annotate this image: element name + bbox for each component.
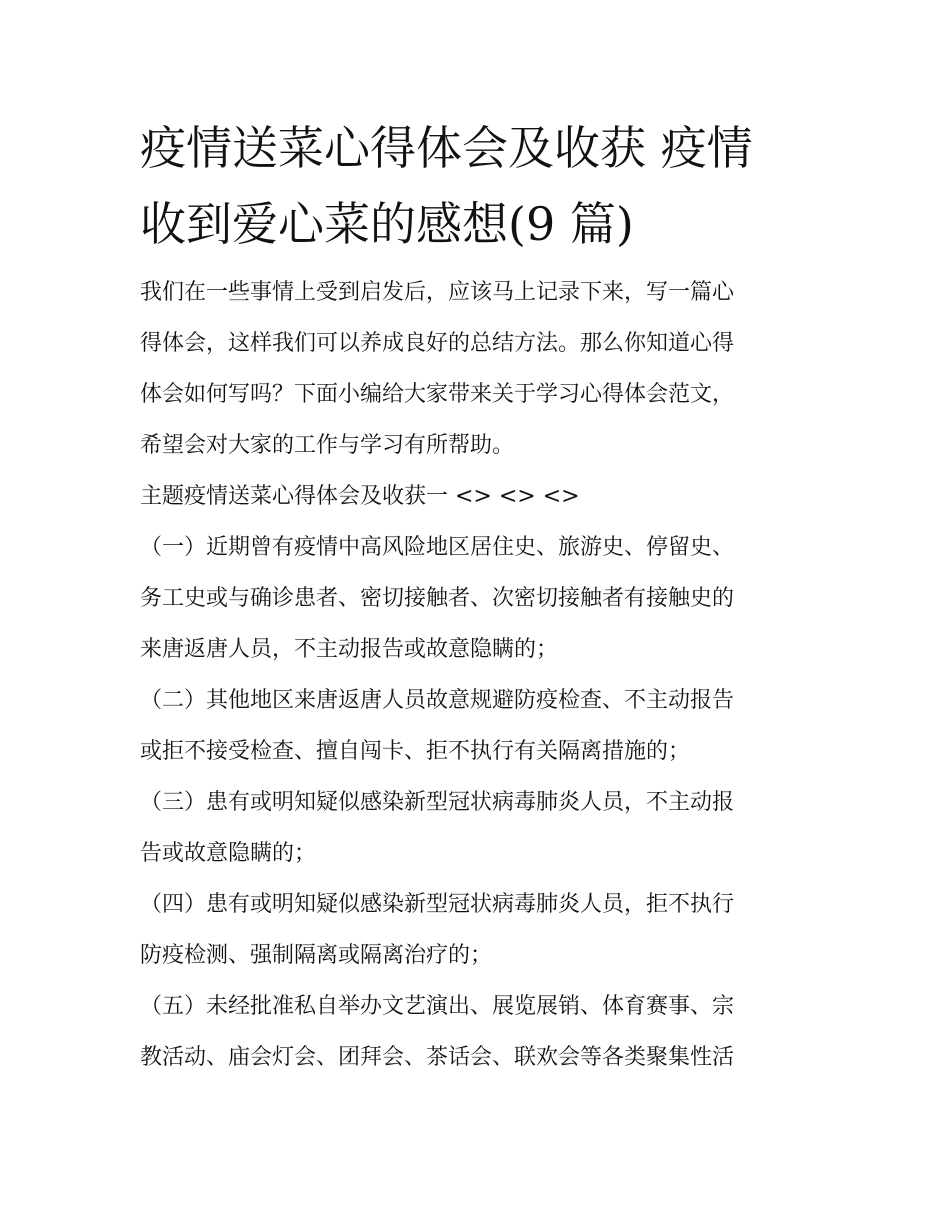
item-2-line-1: （二）其他地区来唐返唐人员故意规避防疫检查、不主动报告 [140,688,735,713]
item-3-line-1: （三）患有或明知疑似感染新型冠状病毒肺炎人员，不主动报 [140,790,735,815]
intro-line-4: 希望会对大家的工作与学习有所帮助。 [140,433,515,458]
intro-line-1: 我们在一些事情上受到启发后，应该马上记录下来，写一篇心 [140,280,735,305]
intro-line-3: 体会如何写吗？下面小编给大家带来关于学习心得体会范文， [140,382,735,407]
item-1-line-3: 来唐返唐人员，不主动报告或故意隐瞒的； [140,637,559,662]
item-5-line-2: 教活动、庙会灯会、团拜会、茶话会、联欢会等各类聚集性活 [140,1045,735,1070]
document-title [140,110,815,262]
item-5-line-1: （五）未经批准私自举办文艺演出、展览展销、体育赛事、宗 [140,994,735,1019]
title-line-2: 收到爱心菜的感想(9 篇) [140,197,634,251]
item-4-line-2: 防疫检测、强制隔离或隔离治疗的； [140,943,493,968]
item-4-line-1: （四）患有或明知疑似感染新型冠状病毒肺炎人员，拒不执行 [140,892,735,917]
intro-line-2: 得体会，这样我们可以养成良好的总结方法。那么你知道心得 [140,331,735,356]
item-1-line-2: 务工史或与确诊患者、密切接触者、次密切接触者有接触史的 [140,586,735,611]
item-2-line-2: 或拒不接受检查、擅自闯卡、拒不执行有关隔离措施的； [140,739,691,764]
document-page [140,110,815,1083]
item-1-line-1: （一）近期曾有疫情中高风险地区居住史、旅游史、停留史、 [140,535,735,560]
document-body [140,267,815,1083]
title-line-1: 疫情送菜心得体会及收获 疫情 [140,121,753,175]
item-3-line-2: 告或故意隐瞒的； [140,841,317,866]
section-heading: 主题疫情送菜心得体会及收获一 <> <> <> [140,484,580,509]
